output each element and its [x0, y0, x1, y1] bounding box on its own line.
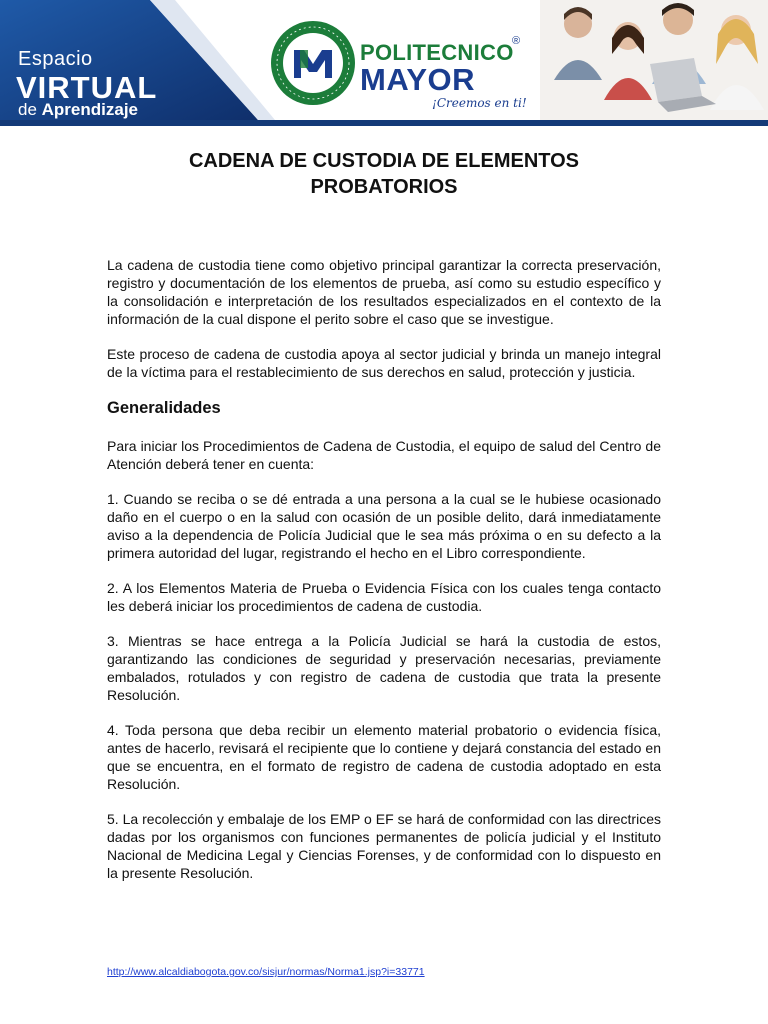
students-photo [540, 0, 768, 122]
logo-name-politecnico: POLITECNICO [360, 40, 514, 65]
list-item: 1. Cuando se reciba o se dé entrada a una persona a la cual se le hubiese ocasionado daño en el cuerpo o en la salud con ocasión de un posible delito, dará inmediatamente aviso a la dependencia de Policía Judicial que le sea más próxima o en su defecto a la primera autoridad del lugar, registrando el hecho en el Libro correspondiente. [107, 491, 661, 561]
logo-slogan: ¡Creemos en ti! [432, 96, 527, 110]
list-item: 2. A los Elementos Materia de Prueba o Evidencia Física con los cuales tenga contacto les deberá iniciar los procedimientos de cadena de custodia. [107, 580, 661, 614]
list-item: 3. Mientras se hace entrega a la Policía Judicial se hará la custodia de estos, garantizando las condiciones de seguridad y preservación necesarias, previamente embalados, rotulados y con registro de cadena de custodia que trata la presente Resolución. [107, 633, 661, 703]
header-banner [0, 0, 768, 126]
source-link[interactable]: http://www.alcaldiabogota.gov.co/sisjur/normas/Norma1.jsp?i=33771 [107, 966, 425, 978]
intro-paragraph-2: Este proceso de cadena de custodia apoya al sector judicial y brinda un manejo integral de la víctima para el restablecimiento de sus derechos en salud, protección y justicia. [107, 346, 661, 380]
banner-divider [0, 120, 768, 126]
politecnico-seal-icon [270, 20, 356, 106]
brand-de: de [18, 100, 42, 119]
brand-virtual: VIRTUAL [16, 70, 158, 105]
document-title [84, 148, 684, 200]
section-heading: Generalidades [107, 399, 221, 417]
title-line-2: PROBATORIOS [310, 176, 458, 198]
title-line-1: CADENA DE CUSTODIA DE ELEMENTOS [188, 150, 580, 172]
registered-mark: ® [512, 35, 521, 47]
logo-name-mayor: MAYOR [360, 62, 476, 97]
brand-aprendizaje [18, 100, 138, 120]
section-intro: Para iniciar los Procedimientos de Cadena de Custodia, el equipo de salud del Centro de Atención deberá tener en cuenta: [107, 438, 661, 472]
intro-paragraph-1: La cadena de custodia tiene como objetivo principal garantizar la correcta preservación, registro y documentación de los elementos de prueba, así como su estudio específico y la consolidación e interpretación de los resultados especializados en el contexto de la información de la cual dispone el perito sobre el caso que se investigue. [107, 257, 661, 327]
brand-espacio: Espacio [18, 48, 93, 70]
list-item: 5. La recolección y embalaje de los EMP o EF se hará de conformidad con las directrices dadas por los organismos con funciones permanentes de policía judicial y el Instituto Nacional de Medicina Legal y Ciencias Forenses, y de conformidad con lo dispuesto en la presente Resolución. [107, 811, 661, 881]
brand-aprendizaje-word: Aprendizaje [41, 100, 138, 119]
list-item: 4. Toda persona que deba recibir un elemento material probatorio o evidencia física, antes de hacerlo, revisará el recipiente que lo contiene y dejará constancia del estado en que se encuentra, en el formato de registro de cadena de custodia adoptado en esta Resolución. [107, 722, 661, 792]
document-body [107, 256, 661, 899]
